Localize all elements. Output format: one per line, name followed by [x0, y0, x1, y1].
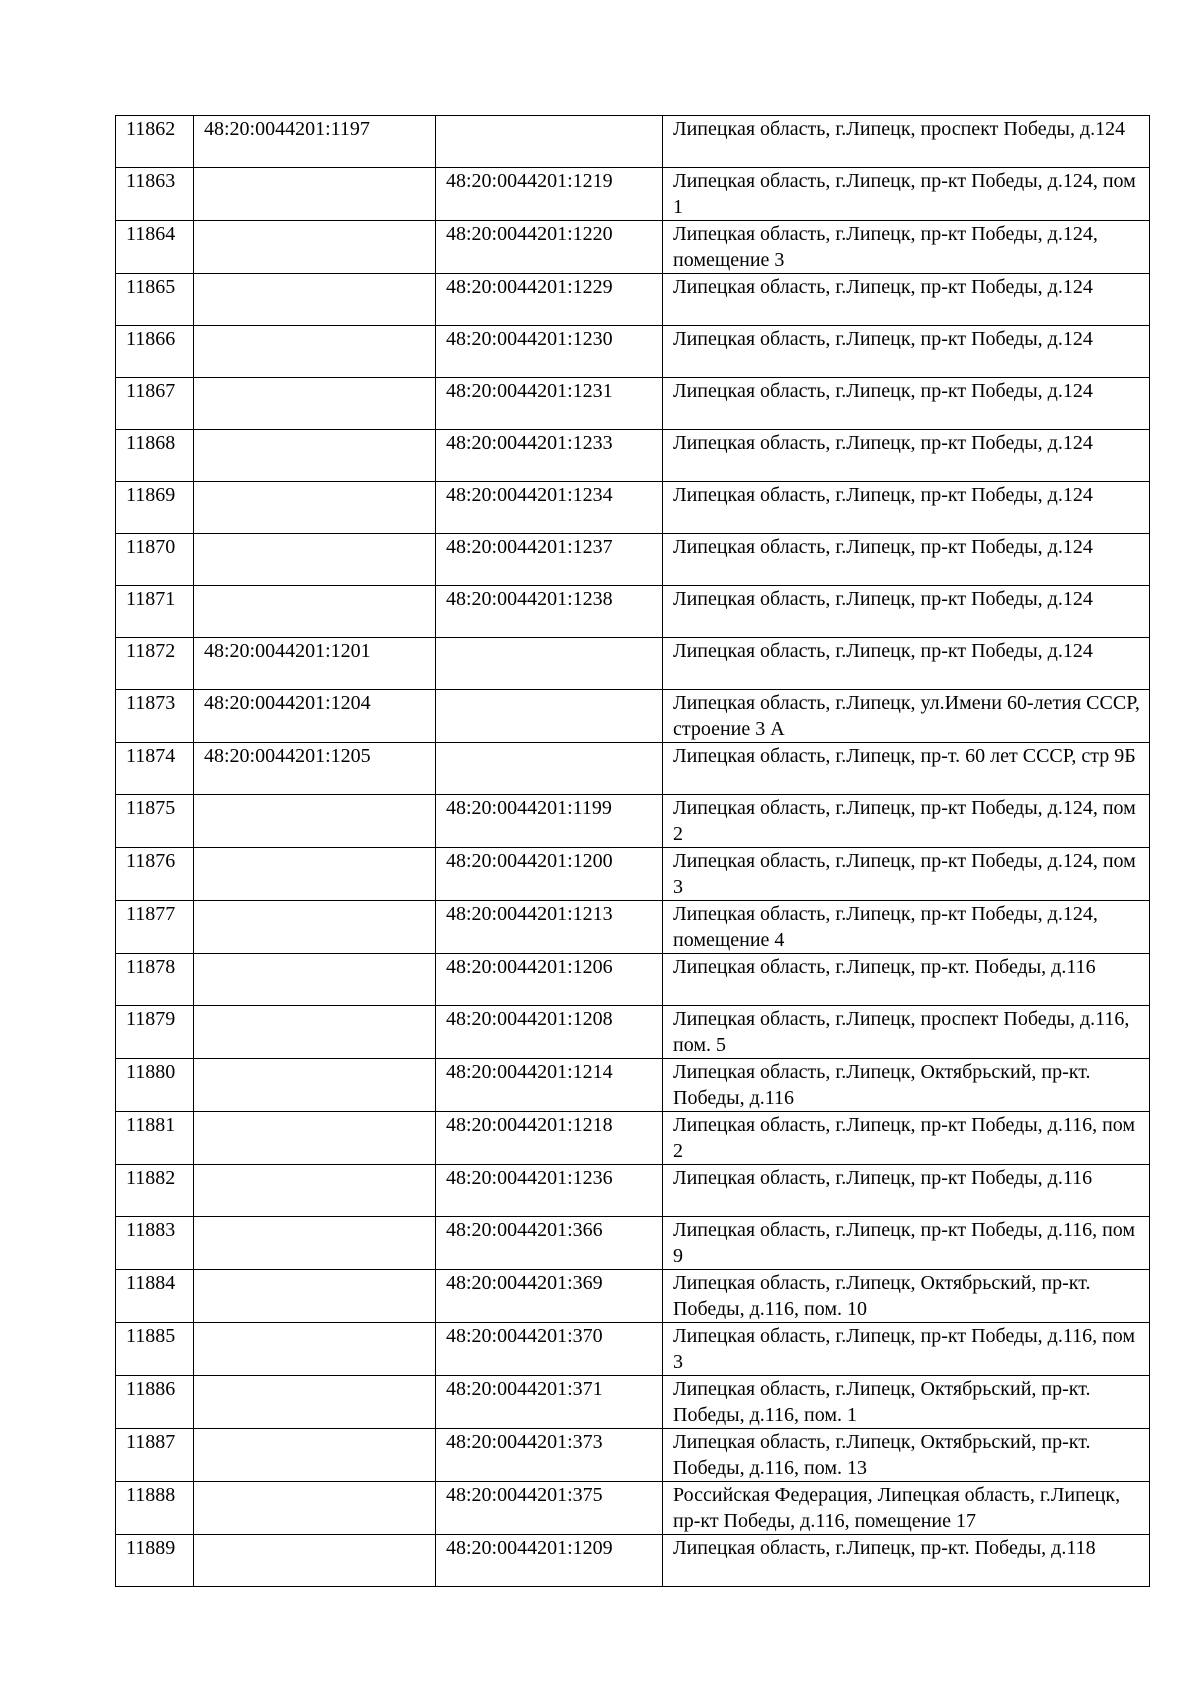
row-number-cell: 11884 — [116, 1270, 194, 1323]
table-row — [116, 1270, 1150, 1323]
object-cadastral-number-cell: 48:20:0044201:1206 — [436, 954, 663, 1006]
land-cadastral-number-cell — [194, 482, 436, 534]
land-cadastral-number-cell — [194, 1323, 436, 1376]
object-cadastral-number-cell: 48:20:0044201:1236 — [436, 1165, 663, 1217]
table-row — [116, 690, 1150, 743]
table-row — [116, 1323, 1150, 1376]
object-cadastral-number-cell: 48:20:0044201:1238 — [436, 586, 663, 638]
address-cell: Липецкая область, г.Липецк, пр-кт Победы, д.124 — [663, 586, 1150, 638]
address-cell: Липецкая область, г.Липецк, пр-кт. Победы, д.118 — [663, 1535, 1150, 1587]
object-cadastral-number-cell: 48:20:0044201:1200 — [436, 848, 663, 901]
row-number-cell: 11877 — [116, 901, 194, 954]
address-cell: Липецкая область, г.Липецк, пр-кт Победы, д.124, помещение 3 — [663, 221, 1150, 274]
row-number-cell: 11868 — [116, 430, 194, 482]
land-cadastral-number-cell: 48:20:0044201:1205 — [194, 743, 436, 795]
table-row — [116, 638, 1150, 690]
address-cell: Липецкая область, г.Липецк, проспект Победы, д.116, пом. 5 — [663, 1006, 1150, 1059]
object-cadastral-number-cell: 48:20:0044201:1199 — [436, 795, 663, 848]
address-cell: Липецкая область, г.Липецк, пр-кт Победы, д.116, пом 3 — [663, 1323, 1150, 1376]
table-row — [116, 482, 1150, 534]
object-cadastral-number-cell — [436, 638, 663, 690]
row-number-cell: 11872 — [116, 638, 194, 690]
land-cadastral-number-cell — [194, 534, 436, 586]
land-cadastral-number-cell — [194, 1006, 436, 1059]
land-cadastral-number-cell — [194, 1429, 436, 1482]
row-number-cell: 11873 — [116, 690, 194, 743]
land-cadastral-number-cell: 48:20:0044201:1197 — [194, 116, 436, 168]
address-cell: Липецкая область, г.Липецк, пр-кт Победы, д.124 — [663, 274, 1150, 326]
table-row — [116, 1006, 1150, 1059]
row-number-cell: 11888 — [116, 1482, 194, 1535]
land-cadastral-number-cell: 48:20:0044201:1204 — [194, 690, 436, 743]
address-cell: Липецкая область, г.Липецк, пр-т. 60 лет СССР, стр 9Б — [663, 743, 1150, 795]
object-cadastral-number-cell: 48:20:0044201:1218 — [436, 1112, 663, 1165]
land-cadastral-number-cell — [194, 848, 436, 901]
row-number-cell: 11876 — [116, 848, 194, 901]
land-cadastral-number-cell — [194, 274, 436, 326]
table-body — [116, 116, 1150, 1587]
address-cell: Липецкая область, г.Липецк, пр-кт Победы, д.124 — [663, 378, 1150, 430]
table-row — [116, 326, 1150, 378]
row-number-cell: 11878 — [116, 954, 194, 1006]
object-cadastral-number-cell: 48:20:0044201:1208 — [436, 1006, 663, 1059]
object-cadastral-number-cell: 48:20:0044201:370 — [436, 1323, 663, 1376]
table-row — [116, 1535, 1150, 1587]
land-cadastral-number-cell — [194, 901, 436, 954]
land-cadastral-number-cell — [194, 1376, 436, 1429]
table-row — [116, 586, 1150, 638]
object-cadastral-number-cell — [436, 690, 663, 743]
object-cadastral-number-cell: 48:20:0044201:366 — [436, 1217, 663, 1270]
table-row — [116, 954, 1150, 1006]
object-cadastral-number-cell: 48:20:0044201:1229 — [436, 274, 663, 326]
address-cell: Липецкая область, г.Липецк, пр-кт Победы, д.124 — [663, 638, 1150, 690]
row-number-cell: 11879 — [116, 1006, 194, 1059]
land-cadastral-number-cell — [194, 168, 436, 221]
object-cadastral-number-cell: 48:20:0044201:373 — [436, 1429, 663, 1482]
object-cadastral-number-cell: 48:20:0044201:1213 — [436, 901, 663, 954]
table-row — [116, 848, 1150, 901]
object-cadastral-number-cell: 48:20:0044201:1234 — [436, 482, 663, 534]
row-number-cell: 11866 — [116, 326, 194, 378]
land-cadastral-number-cell — [194, 795, 436, 848]
object-cadastral-number-cell: 48:20:0044201:1231 — [436, 378, 663, 430]
object-cadastral-number-cell: 48:20:0044201:1209 — [436, 1535, 663, 1587]
row-number-cell: 11875 — [116, 795, 194, 848]
land-cadastral-number-cell — [194, 430, 436, 482]
address-cell: Липецкая область, г.Липецк, Октябрьский, пр-кт. Победы, д.116, пом. 1 — [663, 1376, 1150, 1429]
address-cell: Липецкая область, г.Липецк, ул.Имени 60-летия СССР, строение 3 А — [663, 690, 1150, 743]
row-number-cell: 11871 — [116, 586, 194, 638]
land-cadastral-number-cell — [194, 1217, 436, 1270]
table-row — [116, 378, 1150, 430]
land-cadastral-number-cell — [194, 1059, 436, 1112]
table-row — [116, 1059, 1150, 1112]
address-cell: Липецкая область, г.Липецк, пр-кт Победы, д.116 — [663, 1165, 1150, 1217]
object-cadastral-number-cell: 48:20:0044201:1233 — [436, 430, 663, 482]
row-number-cell: 11869 — [116, 482, 194, 534]
land-cadastral-number-cell — [194, 221, 436, 274]
address-cell: Липецкая область, г.Липецк, пр-кт Победы, д.116, пом 2 — [663, 1112, 1150, 1165]
row-number-cell: 11864 — [116, 221, 194, 274]
land-cadastral-number-cell — [194, 954, 436, 1006]
row-number-cell: 11887 — [116, 1429, 194, 1482]
row-number-cell: 11882 — [116, 1165, 194, 1217]
address-cell: Липецкая область, г.Липецк, пр-кт Победы, д.124, пом 3 — [663, 848, 1150, 901]
address-cell: Липецкая область, г.Липецк, пр-кт Победы, д.116, пом 9 — [663, 1217, 1150, 1270]
table-row — [116, 274, 1150, 326]
row-number-cell: 11889 — [116, 1535, 194, 1587]
land-cadastral-number-cell — [194, 326, 436, 378]
address-cell: Липецкая область, г.Липецк, Октябрьский, пр-кт. Победы, д.116 — [663, 1059, 1150, 1112]
row-number-cell: 11865 — [116, 274, 194, 326]
land-cadastral-number-cell — [194, 1112, 436, 1165]
address-cell: Липецкая область, г.Липецк, пр-кт Победы, д.124 — [663, 326, 1150, 378]
table-row — [116, 116, 1150, 168]
object-cadastral-number-cell: 48:20:0044201:375 — [436, 1482, 663, 1535]
table-row — [116, 743, 1150, 795]
land-cadastral-number-cell — [194, 378, 436, 430]
land-cadastral-number-cell — [194, 1535, 436, 1587]
land-cadastral-number-cell — [194, 586, 436, 638]
table-row — [116, 1482, 1150, 1535]
cadastral-table — [115, 115, 1150, 1587]
table-row — [116, 221, 1150, 274]
row-number-cell: 11874 — [116, 743, 194, 795]
row-number-cell: 11863 — [116, 168, 194, 221]
address-cell: Липецкая область, г.Липецк, пр-кт Победы, д.124, помещение 4 — [663, 901, 1150, 954]
object-cadastral-number-cell — [436, 743, 663, 795]
row-number-cell: 11881 — [116, 1112, 194, 1165]
address-cell: Липецкая область, г.Липецк, пр-кт Победы, д.124 — [663, 534, 1150, 586]
table-row — [116, 534, 1150, 586]
table-row — [116, 901, 1150, 954]
object-cadastral-number-cell: 48:20:0044201:1237 — [436, 534, 663, 586]
row-number-cell: 11880 — [116, 1059, 194, 1112]
object-cadastral-number-cell: 48:20:0044201:369 — [436, 1270, 663, 1323]
table-row — [116, 1112, 1150, 1165]
address-cell: Липецкая область, г.Липецк, пр-кт Победы, д.124 — [663, 430, 1150, 482]
table-row — [116, 168, 1150, 221]
address-cell: Липецкая область, г.Липецк, Октябрьский, пр-кт. Победы, д.116, пом. 10 — [663, 1270, 1150, 1323]
object-cadastral-number-cell: 48:20:0044201:1230 — [436, 326, 663, 378]
address-cell: Липецкая область, г.Липецк, проспект Победы, д.124 — [663, 116, 1150, 168]
object-cadastral-number-cell: 48:20:0044201:1214 — [436, 1059, 663, 1112]
land-cadastral-number-cell — [194, 1482, 436, 1535]
row-number-cell: 11883 — [116, 1217, 194, 1270]
address-cell: Российская Федерация, Липецкая область, г.Липецк, пр-кт Победы, д.116, помещение 17 — [663, 1482, 1150, 1535]
land-cadastral-number-cell — [194, 1270, 436, 1323]
address-cell: Липецкая область, г.Липецк, пр-кт. Победы, д.116 — [663, 954, 1150, 1006]
row-number-cell: 11886 — [116, 1376, 194, 1429]
object-cadastral-number-cell: 48:20:0044201:1220 — [436, 221, 663, 274]
row-number-cell: 11862 — [116, 116, 194, 168]
object-cadastral-number-cell: 48:20:0044201:1219 — [436, 168, 663, 221]
object-cadastral-number-cell — [436, 116, 663, 168]
land-cadastral-number-cell: 48:20:0044201:1201 — [194, 638, 436, 690]
address-cell: Липецкая область, г.Липецк, пр-кт Победы, д.124 — [663, 482, 1150, 534]
table-row — [116, 1376, 1150, 1429]
address-cell: Липецкая область, г.Липецк, пр-кт Победы, д.124, пом 1 — [663, 168, 1150, 221]
table-row — [116, 1165, 1150, 1217]
table-row — [116, 430, 1150, 482]
table-row — [116, 1217, 1150, 1270]
table-row — [116, 1429, 1150, 1482]
address-cell: Липецкая область, г.Липецк, пр-кт Победы, д.124, пом 2 — [663, 795, 1150, 848]
row-number-cell: 11885 — [116, 1323, 194, 1376]
land-cadastral-number-cell — [194, 1165, 436, 1217]
table-row — [116, 795, 1150, 848]
row-number-cell: 11870 — [116, 534, 194, 586]
row-number-cell: 11867 — [116, 378, 194, 430]
object-cadastral-number-cell: 48:20:0044201:371 — [436, 1376, 663, 1429]
address-cell: Липецкая область, г.Липецк, Октябрьский, пр-кт. Победы, д.116, пом. 13 — [663, 1429, 1150, 1482]
